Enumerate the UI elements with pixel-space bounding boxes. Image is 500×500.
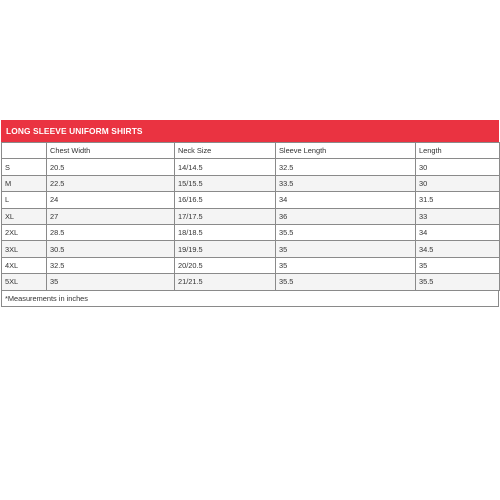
table-row [2, 159, 500, 175]
table-body [2, 159, 500, 290]
table-row [2, 257, 500, 273]
neck-size-cell: 14/14.5 [175, 159, 276, 175]
length-cell: 35.5 [416, 274, 500, 290]
size-cell: L [2, 192, 47, 208]
neck-size-cell: 19/19.5 [175, 241, 276, 257]
size-table [1, 142, 500, 291]
length-cell: 30 [416, 159, 500, 175]
column-header-length: Length [416, 143, 500, 159]
table-row [2, 274, 500, 290]
sleeve-length-cell: 32.5 [276, 159, 416, 175]
size-cell: 3XL [2, 241, 47, 257]
chest-width-cell: 28.5 [47, 224, 175, 240]
sleeve-length-cell: 35 [276, 241, 416, 257]
size-chart [1, 120, 499, 307]
sleeve-length-cell: 35 [276, 257, 416, 273]
measurements-footnote: *Measurements in inches [1, 291, 499, 307]
table-header-row [2, 143, 500, 159]
table-row [2, 192, 500, 208]
size-cell: 4XL [2, 257, 47, 273]
table-row [2, 224, 500, 240]
chest-width-cell: 30.5 [47, 241, 175, 257]
length-cell: 34 [416, 224, 500, 240]
length-cell: 30 [416, 175, 500, 191]
sleeve-length-cell: 35.5 [276, 224, 416, 240]
length-cell: 31.5 [416, 192, 500, 208]
chest-width-cell: 27 [47, 208, 175, 224]
table-row [2, 208, 500, 224]
table-row [2, 241, 500, 257]
table-row [2, 175, 500, 191]
chest-width-cell: 24 [47, 192, 175, 208]
size-cell: S [2, 159, 47, 175]
size-cell: 5XL [2, 274, 47, 290]
neck-size-cell: 17/17.5 [175, 208, 276, 224]
column-header [2, 143, 47, 159]
neck-size-cell: 18/18.5 [175, 224, 276, 240]
neck-size-cell: 15/15.5 [175, 175, 276, 191]
length-cell: 33 [416, 208, 500, 224]
chest-width-cell: 22.5 [47, 175, 175, 191]
sleeve-length-cell: 35.5 [276, 274, 416, 290]
chest-width-cell: 20.5 [47, 159, 175, 175]
length-cell: 34.5 [416, 241, 500, 257]
neck-size-cell: 16/16.5 [175, 192, 276, 208]
column-header-neck-size: Neck Size [175, 143, 276, 159]
length-cell: 35 [416, 257, 500, 273]
size-cell: 2XL [2, 224, 47, 240]
size-chart-title: LONG SLEEVE UNIFORM SHIRTS [1, 120, 499, 142]
sleeve-length-cell: 34 [276, 192, 416, 208]
column-header-sleeve-length: Sleeve Length [276, 143, 416, 159]
chest-width-cell: 32.5 [47, 257, 175, 273]
size-cell: M [2, 175, 47, 191]
chest-width-cell: 35 [47, 274, 175, 290]
neck-size-cell: 21/21.5 [175, 274, 276, 290]
sleeve-length-cell: 33.5 [276, 175, 416, 191]
column-header-chest-width: Chest Width [47, 143, 175, 159]
size-cell: XL [2, 208, 47, 224]
neck-size-cell: 20/20.5 [175, 257, 276, 273]
sleeve-length-cell: 36 [276, 208, 416, 224]
